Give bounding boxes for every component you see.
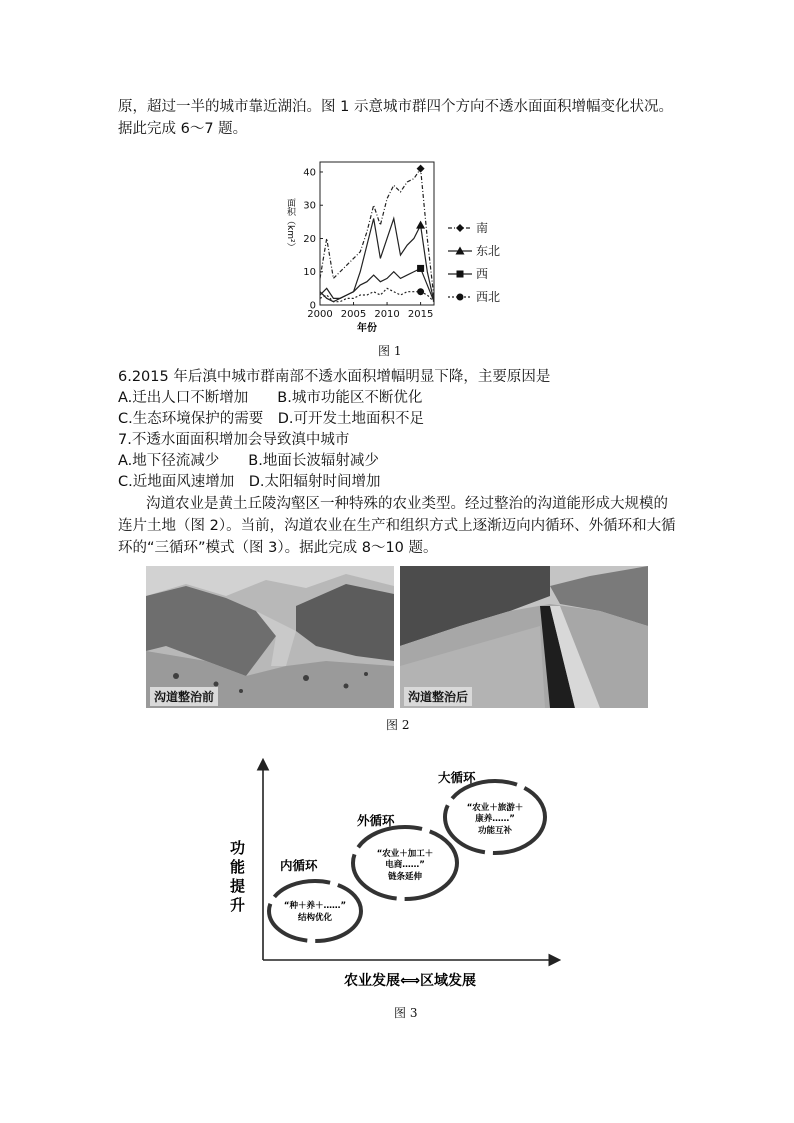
inner-cycle-line-2: 结构优化 (297, 913, 333, 923)
series-marker-3 (417, 265, 424, 272)
x-tick-label: 2000 (307, 309, 333, 320)
legend-label-2: 东北 (476, 244, 501, 258)
figure-3-diagram (220, 755, 570, 1000)
question-7-stem: 7.不透水面面积增加会导致滇中城市 (118, 432, 350, 448)
photo-after-renovation (400, 566, 648, 708)
big-cycle-line-1: “农业＋旅游＋ (466, 803, 524, 813)
big-cycle-line-2: 康养……” (475, 814, 515, 824)
inner-cycle-title: 内循环 (280, 858, 318, 873)
y-tick-label: 20 (303, 233, 316, 245)
y-axis-char-2: 能 (230, 858, 246, 876)
intro-line-1: 原，超过一半的城市靠近湖泊。图 1 示意城市群四个方向不透水面面积增幅变化状况。 (118, 99, 673, 115)
series-marker-4 (417, 288, 424, 295)
y-axis-char-3: 提 (230, 877, 246, 895)
figure-3-caption: 图 3 (394, 1006, 418, 1020)
after-label: 沟道整治后 (404, 687, 472, 706)
passage-line-3: 环的“三循环”模式（图 3）。据此完成 8～10 题。 (118, 540, 438, 556)
y-axis-char-1: 功 (230, 839, 246, 857)
y-tick-label: 40 (303, 167, 316, 179)
y-axis-char-4: 升 (230, 896, 246, 914)
intro-line-2: 据此完成 6～7 题。 (118, 121, 248, 137)
inner-cycle-loop (269, 881, 361, 941)
passage-line-2: 连片土地（图 2）。当前，沟道农业在生产和组织方式上逐渐迈向内循环、外循环和大循 (118, 518, 676, 534)
question-7-options-ab: A.地下径流减少 B.地面长波辐射减少 (118, 453, 379, 469)
outer-cycle-line-2: 电商……” (385, 860, 425, 870)
x-axis-label: 年份 (357, 323, 377, 334)
legend-label-4: 西北 (476, 290, 501, 304)
y-tick-label: 10 (303, 267, 316, 279)
big-cycle-line-3: 功能互补 (477, 826, 513, 836)
question-6-options-cd: C.生态环境保护的需要 D.可开发土地面积不足 (118, 411, 425, 427)
legend-label-1: 南 (476, 221, 489, 235)
series-marker-1 (417, 165, 425, 173)
question-7-options-cd: C.近地面风速增加 D.太阳辐射时间增加 (118, 474, 381, 490)
figure-1-chart (282, 150, 522, 340)
question-6-stem: 6.2015 年后滇中城市群南部不透水面积增幅明显下降，主要原因是 (118, 369, 551, 385)
series-line-3 (320, 268, 434, 301)
y-tick-label: 0 (309, 300, 316, 312)
x-tick-label: 2015 (407, 309, 434, 320)
inner-cycle-line-1: “种＋养＋……” (283, 901, 347, 911)
y-axis-label: 面积（km²） (285, 198, 295, 252)
legend-label-3: 西 (476, 267, 489, 281)
photo-before-renovation (146, 566, 394, 708)
outer-cycle-title: 外循环 (357, 813, 395, 828)
outer-cycle-line-1: “农业＋加工＋ (376, 849, 434, 859)
passage-line-1: 沟道农业是黄土丘陵沟壑区一种特殊的农业类型。经过整治的沟道能形成大规模的 (146, 496, 668, 512)
x-tick-label: 2010 (374, 309, 400, 320)
y-tick-label: 30 (303, 200, 316, 212)
figure-2-caption: 图 2 (386, 718, 410, 732)
x-axis-label: 农业发展⟺区域发展 (343, 973, 477, 989)
legend-marker-1 (456, 224, 464, 232)
outer-cycle-line-3: 链条延伸 (387, 872, 423, 882)
big-cycle-title: 大循环 (438, 770, 476, 785)
series-marker-2 (416, 221, 425, 229)
series-line-2 (320, 219, 434, 302)
legend-marker-3 (457, 271, 464, 278)
question-6-options-ab: A.迁出人口不断增加 B.城市功能区不断优化 (118, 390, 423, 406)
x-tick-label: 2005 (340, 309, 367, 320)
legend-marker-4 (457, 294, 464, 301)
before-label: 沟道整治前 (150, 687, 218, 706)
figure-1-caption: 图 1 (378, 344, 402, 358)
